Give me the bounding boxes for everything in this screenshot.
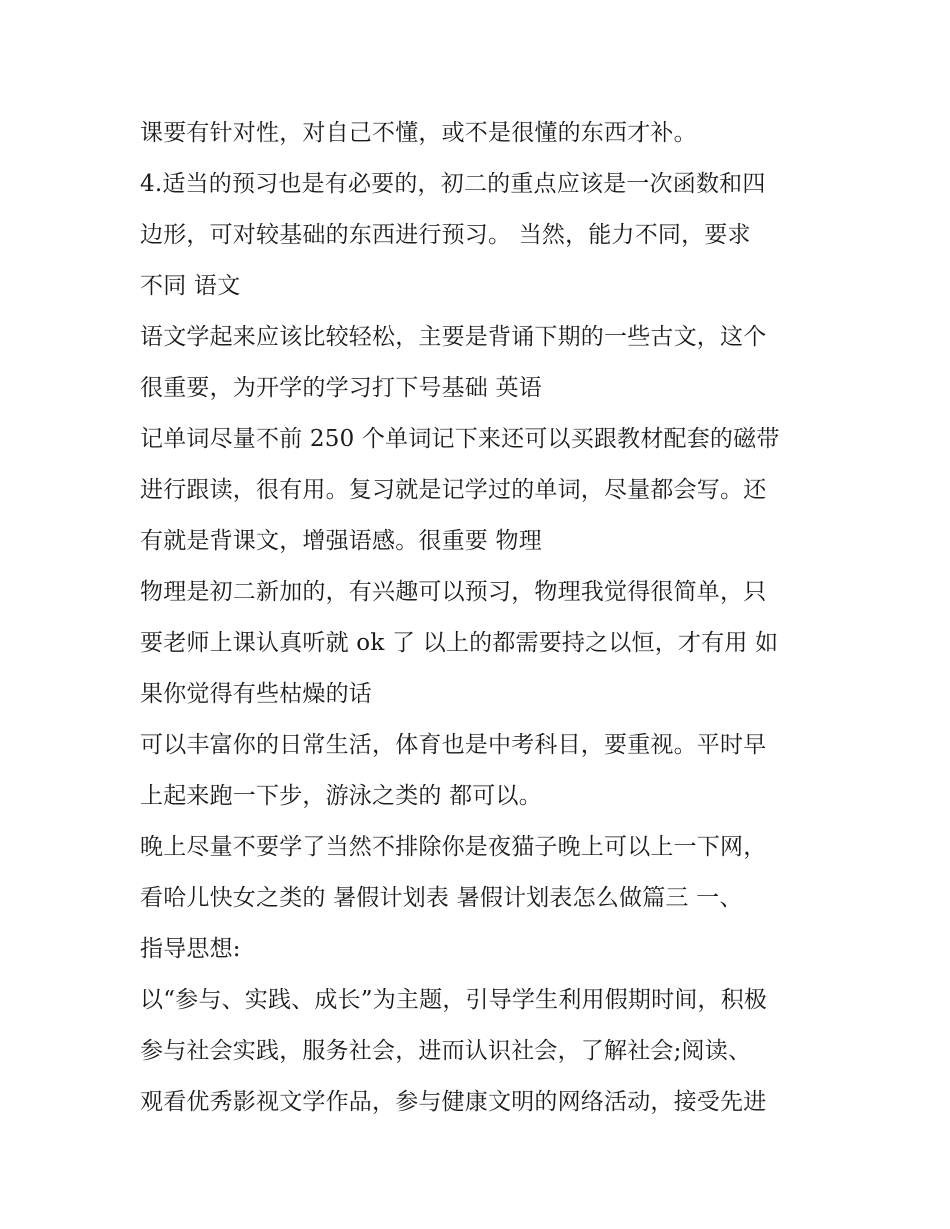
text-line: 指导思想: bbox=[140, 936, 241, 962]
text-line: 上起来跑一下步，游泳之类的 都可以。 bbox=[140, 783, 542, 809]
document-body bbox=[140, 108, 820, 1128]
text-line: 参与社会实践，服务社会，进而认识社会，了解社会;阅读、 bbox=[140, 1038, 752, 1064]
text-line: 看哈儿快女之类的 暑假计划表 暑假计划表怎么做篇三 一、 bbox=[140, 885, 743, 911]
text-line: 4.适当的预习也是有必要的，初二的重点应该是一次函数和四 bbox=[140, 171, 766, 197]
text-line: 可以丰富你的日常生活，体育也是中考科目，要重视。平时早 bbox=[140, 732, 767, 758]
text-line: 很重要，为开学的学习打下号基础 英语 bbox=[140, 375, 542, 401]
text-line: 晚上尽量不要学了当然不排除你是夜猫子晚上可以上一下网， bbox=[140, 834, 767, 860]
text-line: 进行跟读，很有用。复习就是记学过的单词，尽量都会写。还 bbox=[140, 477, 767, 503]
text-line: 不同 语文 bbox=[140, 273, 241, 299]
text-line: 果你觉得有些枯燥的话 bbox=[140, 681, 372, 707]
text-line: 观看优秀影视文学作品，参与健康文明的网络活动，接受先进 bbox=[140, 1089, 767, 1115]
text-line: 要老师上课认真听就 ok 了 以上的都需要持之以恒，才有用 如 bbox=[140, 630, 779, 656]
text-line: 有就是背课文，增强语感。很重要 物理 bbox=[140, 528, 542, 554]
text-line: 课要有针对性，对自己不懂，或不是很懂的东西才补。 bbox=[140, 120, 697, 146]
text-line: 记单词尽量不前 250 个单词记下来还可以买跟教材配套的磁带 bbox=[140, 426, 780, 452]
text-line: 以“参与、实践、成长”为主题，引导学生利用假期时间，积极 bbox=[140, 987, 768, 1013]
text-line: 语文学起来应该比较轻松，主要是背诵下期的一些古文，这个 bbox=[140, 324, 767, 350]
text-line: 边形，可对较基础的东西进行预习。 当然，能力不同，要求 bbox=[140, 222, 751, 248]
text-line: 物理是初二新加的，有兴趣可以预习，物理我觉得很简单，只 bbox=[140, 579, 767, 605]
